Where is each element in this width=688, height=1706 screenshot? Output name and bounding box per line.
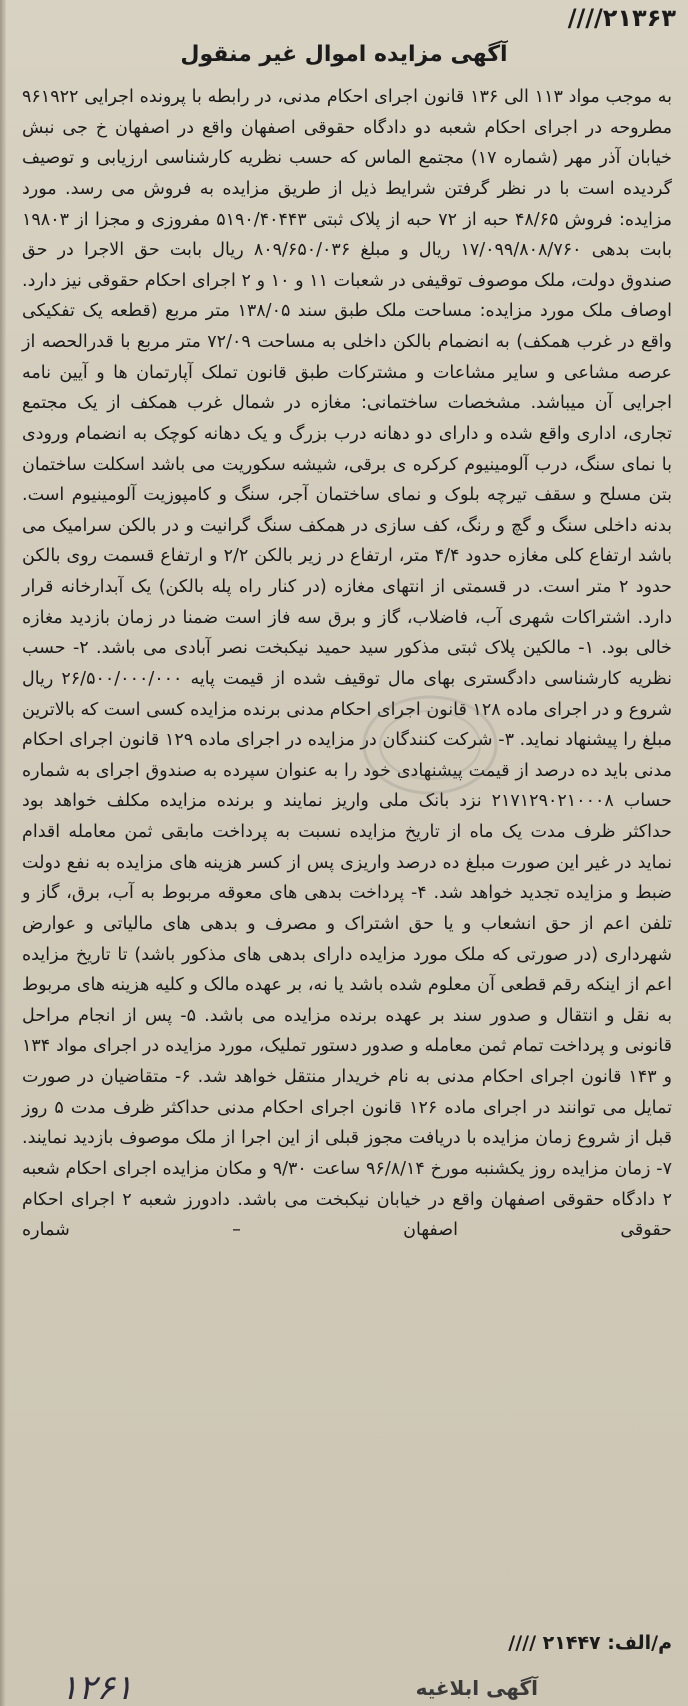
handwritten-note: ۱۲۶۱ [60,1668,134,1706]
ad-footer-code: م/الف: ۲۱۴۴۷ //// [508,1632,672,1654]
ad-title: آگهی مزایده اموال غیر منقول [180,42,508,67]
ad-body-text [22,82,672,1246]
ad-body-paragraph: به موجب مواد ۱۱۳ الی ۱۳۶ قانون اجرای احکام مدنی، در رابطه با پرونده اجرایی ۹۶۱۹۲۲ مطروحه در اجرای احکام شعبه دو دادگاه حقوقی اصفهان واقع در اصفهان خ جی نبش خیابان آذر مهر (شماره ۱۷) مجتمع الماس که حسب نظریه کارشناسی ارزیابی و توصیف گردیده است با در نظر گرفتن شرایط ذیل از طریق مزایده به فروش می رسد. مورد مزایده: فروش ۴۸/۶۵ حبه از ۷۲ حبه از پلاک ثبتی ۵۱۹۰/۴۰۴۴۳ مفروزی و مجزا از ۱۹۸۰۳ بابت بدهی ۱۷/۰۹۹/۸۰۸/۷۶۰ ریال و مبلغ ۸۰۹/۶۵۰/۰۳۶ ریال بابت حق الاجرا در حق صندوق دولت، ملک موصوف توقیفی در شعبات ۱۱ و ۱۰ و ۲ اجرای احکام حقوقی نیز دارد. اوصاف ملک مورد مزایده: مساحت ملک طبق سند ۱۳۸/۰۵ متر مربع (قطعه یک تفکیکی واقع در غرب همکف) به انضمام بالکن داخلی به مساحت ۷۲/۰۹ متر مربع با قدرالحصه از عرصه مشاعی و سایر مشاعات و مشترکات طبق قانون تملک آپارتمان ها و آیین نامه اجرایی آن میباشد. مشخصات ساختمانی: مغازه در شمال غرب همکف از یک مجتمع تجاری، اداری واقع شده و دارای دو دهانه درب بزرگ و یک دهانه کوچک به انضمام ورودی با نمای سنگ، درب آلومینیوم کرکره ی برقی، شیشه سکوریت می باشد اسکلت ساختمان بتن مسلح و سقف تیرچه بلوک و نمای ساختمان آجر، سنگ و کامپوزیت آلومینیوم است. بدنه داخلی سنگ و گچ و رنگ، کف سازی در همکف سنگ گرانیت و در بالکن سرامیک می باشد ارتفاع کلی مغازه حدود ۴/۴ متر، ارتفاع در زیر بالکن ۲/۲ و ارتفاع قسمت روی بالکن حدود ۲ متر است. در قسمتی از انتهای مغازه (در کنار راه پله بالکن) یک آبدارخانه قرار دارد. اشتراکات شهری آب، فاضلاب، گاز و برق سه فاز است ضمنا در زمان بازدید مغازه خالی بود. ۱- مالکین پلاک ثبتی مذکور سید حمید نیکبخت نصر آبادی می باشد. ۲- حسب نظریه کارشناسی دادگستری بهای مال توقیف شده از قیمت پایه ۲۶/۵۰۰/۰۰۰/۰۰۰ ریال شروع و در اجرای ماده ۱۲۸ قانون اجرای احکام مدنی برنده مزایده کسی است که بالاترین مبلغ را پیشنهاد نماید. ۳- شرکت کنندگان در مزایده در اجرای ماده ۱۲۹ قانون اجرای احکام مدنی باید ده درصد از قیمت پیشنهادی خود را به عنوان سپرده به صندوق اجرای به شماره حساب ۲۱۷۱۲۹۰۲۱۰۰۰۸ نزد بانک ملی واریز نمایند و برنده مزایده مکلف خواهد بود حداکثر ظرف مدت یک ماه از تاریخ مزایده نسبت به پرداخت مابقی ثمن معامله اقدام نماید در غیر این صورت مبلغ ده درصد واریزی پس از کسر هزینه های مزایده به نفع دولت ضبط و مزایده تجدید خواهد شد. ۴- پرداخت بدهی های معوقه مربوط به آب، برق، گاز و تلفن اعم از حق انشعاب و یا حق اشتراک و مصرف و بدهی های مالیاتی و عوارض شهرداری (در صورتی که ملک مورد مزایده دارای بدهی های مذکور باشد) تا تاریخ مزایده اعم از اینکه رقم قطعی آن معلوم شده باشد یا نه، بر عهده مالک و کلیه هزینه های مربوط به نقل و انتقال و صدور سند بر عهده برنده مزایده می باشد. ۵- پس از انجام مراحل قانونی و پرداخت تمام ثمن معامله و صدور دستور تملیک، مورد مزایده در اجرای مواد ۱۳۴ و ۱۴۳ قانون اجرای احکام مدنی به نام خریدار منتقل خواهد شد. ۶- متقاضیان در صورت تمایل می توانند در اجرای ماده ۱۲۶ قانون اجرای احکام مدنی حداکثر ظرف مدت ۵ روز قبل از شروع زمان مزایده با دریافت مجوز قبلی از این اجرا از ملک موصوف بازدید نمایند. ۷- زمان مزایده روز یکشنبه مورخ ۹۶/۸/۱۴ ساعت ۹/۳۰ و مکان مزایده اجرای احکام شعبه ۲ دادگاه حقوقی اصفهان واقع در خیابان نیکبخت می باشد. دادورز شعبه ۲ اجرای احکام حقوقی اصفهان – شماره [22,87,673,1241]
paper-edge-shadow [0,0,6,1706]
next-ad-heading-fragment: آگهی ابلاغیه [415,1676,538,1700]
watermark-seal-icon [360,690,500,800]
ad-reference-code: ۲۱۳۶۳//// [567,4,676,32]
